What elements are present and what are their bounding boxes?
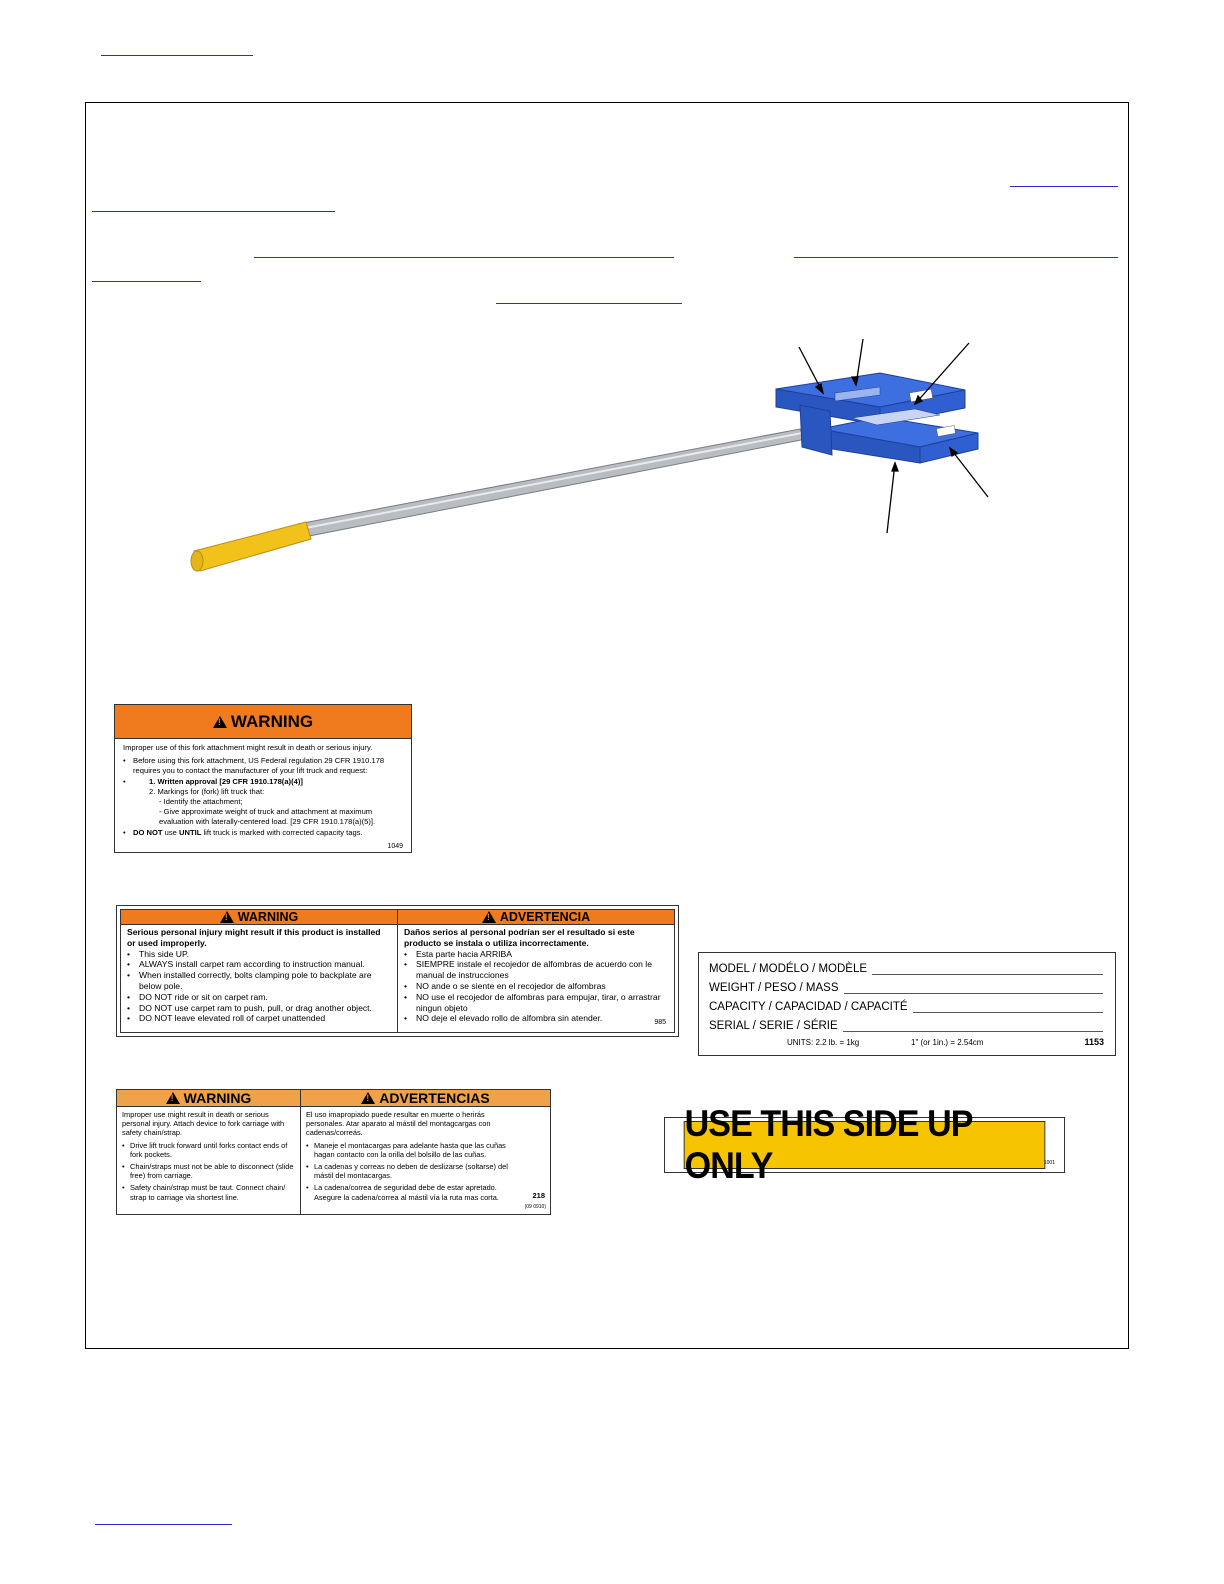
- list-item: • DO NOT use carpet ram to push, pull, or drag another object.: [127, 1003, 391, 1014]
- plate-inch: 1" (or 1in.) = 2.54cm: [911, 1038, 984, 1047]
- label-985-en-intro: Serious personal injury might result if this product is installed or used improperly.: [127, 927, 381, 948]
- label-218-en-intro: Improper use might result in death or serious personal injury. Attach device to fork carriage with safety chain/strap.: [122, 1110, 285, 1138]
- list-item: • ALWAYS install carpet ram according to instruction manual.: [127, 959, 391, 970]
- label-985-es-intro: Daños serios al personal podrían ser el resultado si este producto se instala o utiliza incorrectamente.: [404, 927, 635, 948]
- label-985-es-heading: ADVERTENCIA: [499, 910, 591, 924]
- list-item: • Drive lift truck forward until forks contact ends of fork pockets.: [122, 1141, 295, 1159]
- plate-row: MODEL / MODÉLO / MODÈLE: [709, 963, 1103, 975]
- label-1049-heading: WARNING: [230, 711, 314, 731]
- plate-row: WEIGHT / PESO / MASS: [709, 982, 1103, 994]
- side-up-code: 1001: [1043, 1160, 1055, 1166]
- label-1049-bullet: • DO NOT use UNTIL lift truck is marked with corrected capacity tags.: [123, 828, 403, 838]
- list-item: • La cadena/correa de seguridad debe de estar apretado. Asegure la cadena/correa al mástil vía la ruta mas corta.: [306, 1183, 520, 1201]
- side-up-label-1001: [664, 1103, 1065, 1186]
- plate-units: UNITS: 2.2 lb. = 1kg: [787, 1038, 860, 1047]
- carpet-ram-illustration: [180, 335, 1020, 585]
- list-item: • Esta parte hacia ARRIBA: [404, 949, 668, 960]
- list-item: • Safety chain/strap must be taut. Connect chain/ strap to carriage via shortest line.: [122, 1183, 295, 1201]
- capacity-plate-1153: [698, 952, 1116, 1056]
- label-218-english: [117, 1090, 300, 1214]
- list-item: • This side UP.: [127, 949, 391, 960]
- warning-label-1049: [114, 704, 412, 853]
- label-218-code: 218: [532, 1191, 545, 1200]
- label-985-code: 985: [654, 1019, 666, 1026]
- label-1049-item: • 1. Written approval [29 CFR 1910.178(a)(4)]: [149, 776, 303, 786]
- label-985-english: [121, 910, 397, 1032]
- label-218-spanish: [300, 1090, 550, 1214]
- label-985-en-heading: WARNING: [237, 910, 299, 924]
- list-item: • La cadenas y correas no deben de deslizarse (soltarse) del mástil del montacargas.: [306, 1162, 520, 1180]
- warning-triangle-icon: [361, 1092, 375, 1104]
- list-item: • NO ande o se siente en el recojedor de alfombras: [404, 981, 668, 992]
- label-1049-item: 2. Markings for (fork) lift truck that:: [149, 786, 265, 796]
- warning-triangle-icon: [220, 911, 234, 923]
- list-item: • NO deje el elevado rollo de alfombra sin atender.: [404, 1013, 668, 1024]
- side-up-text: USE THIS SIDE UP ONLY: [684, 1121, 1046, 1169]
- label-985-spanish: [397, 910, 674, 1032]
- label-218-es-intro: El uso imapropiado puede resultar en muerte o herirás personales. Atar aparato al mástil del montagcargas con cadenas/correás.: [306, 1110, 491, 1138]
- label-218-en-heading: WARNING: [183, 1090, 252, 1106]
- list-item: • DO NOT leave elevated roll of carpet unattended: [127, 1013, 391, 1024]
- warning-triangle-icon: [213, 716, 227, 728]
- label-1049-header: [115, 705, 411, 739]
- list-item: • Maneje el montacargas para adelante hasta que las cuñas hagan contacto con la orilla del bolsillo de las cuñas.: [306, 1141, 520, 1159]
- label-218-subcode: (09 0910): [524, 1204, 546, 1210]
- list-item: • When installed correctly, bolts clamping pole to backplate are below pole.: [127, 970, 391, 992]
- label-1049-intro: Improper use of this fork attachment might result in death or serious injury.: [123, 743, 373, 752]
- warning-triangle-icon: [166, 1092, 180, 1104]
- label-1049-code: 1049: [387, 842, 403, 850]
- blue-fork-attachment: [776, 373, 978, 463]
- header-link[interactable]: [101, 55, 253, 56]
- plate-code: 1153: [1084, 1037, 1104, 1047]
- footer-link[interactable]: [95, 1524, 232, 1525]
- warning-label-985: [116, 905, 679, 1037]
- list-item: • Chain/straps must not be able to disconnect (slide free) from carriage.: [122, 1162, 295, 1180]
- label-1049-bullet: • Before using this fork attachment, US Federal regulation 29 CFR 1910.178 requires you to contact the manufacturer of your lift truck and request:: [123, 756, 403, 776]
- warning-label-218: [116, 1089, 551, 1215]
- list-item: • SIEMPRE instale el recojedor de alfombras de acuerdo con le manual de instrucciones: [404, 959, 668, 981]
- yellow-grip: [191, 522, 311, 571]
- plate-row: CAPACITY / CAPACIDAD / CAPACITÉ: [709, 1001, 1103, 1013]
- plate-row: SERIAL / SERIE / SÉRIE: [709, 1020, 1103, 1032]
- warning-triangle-icon: [482, 911, 496, 923]
- label-1049-subitem: - Identify the attachment;: [159, 797, 243, 807]
- pole: [298, 429, 806, 537]
- list-item: • NO use el recojedor de alfombras para empujar, tirar, o arrastrar ningun objeto: [404, 992, 668, 1014]
- label-1049-subitem: - Give approximate weight of truck and attachment at maximum evaluation with laterally-centered load. [29 CFR 1910.178(a)(5)].: [159, 807, 376, 827]
- label-218-es-heading: ADVERTENCIAS: [379, 1090, 490, 1106]
- list-item: • DO NOT ride or sit on carpet ram.: [127, 992, 391, 1003]
